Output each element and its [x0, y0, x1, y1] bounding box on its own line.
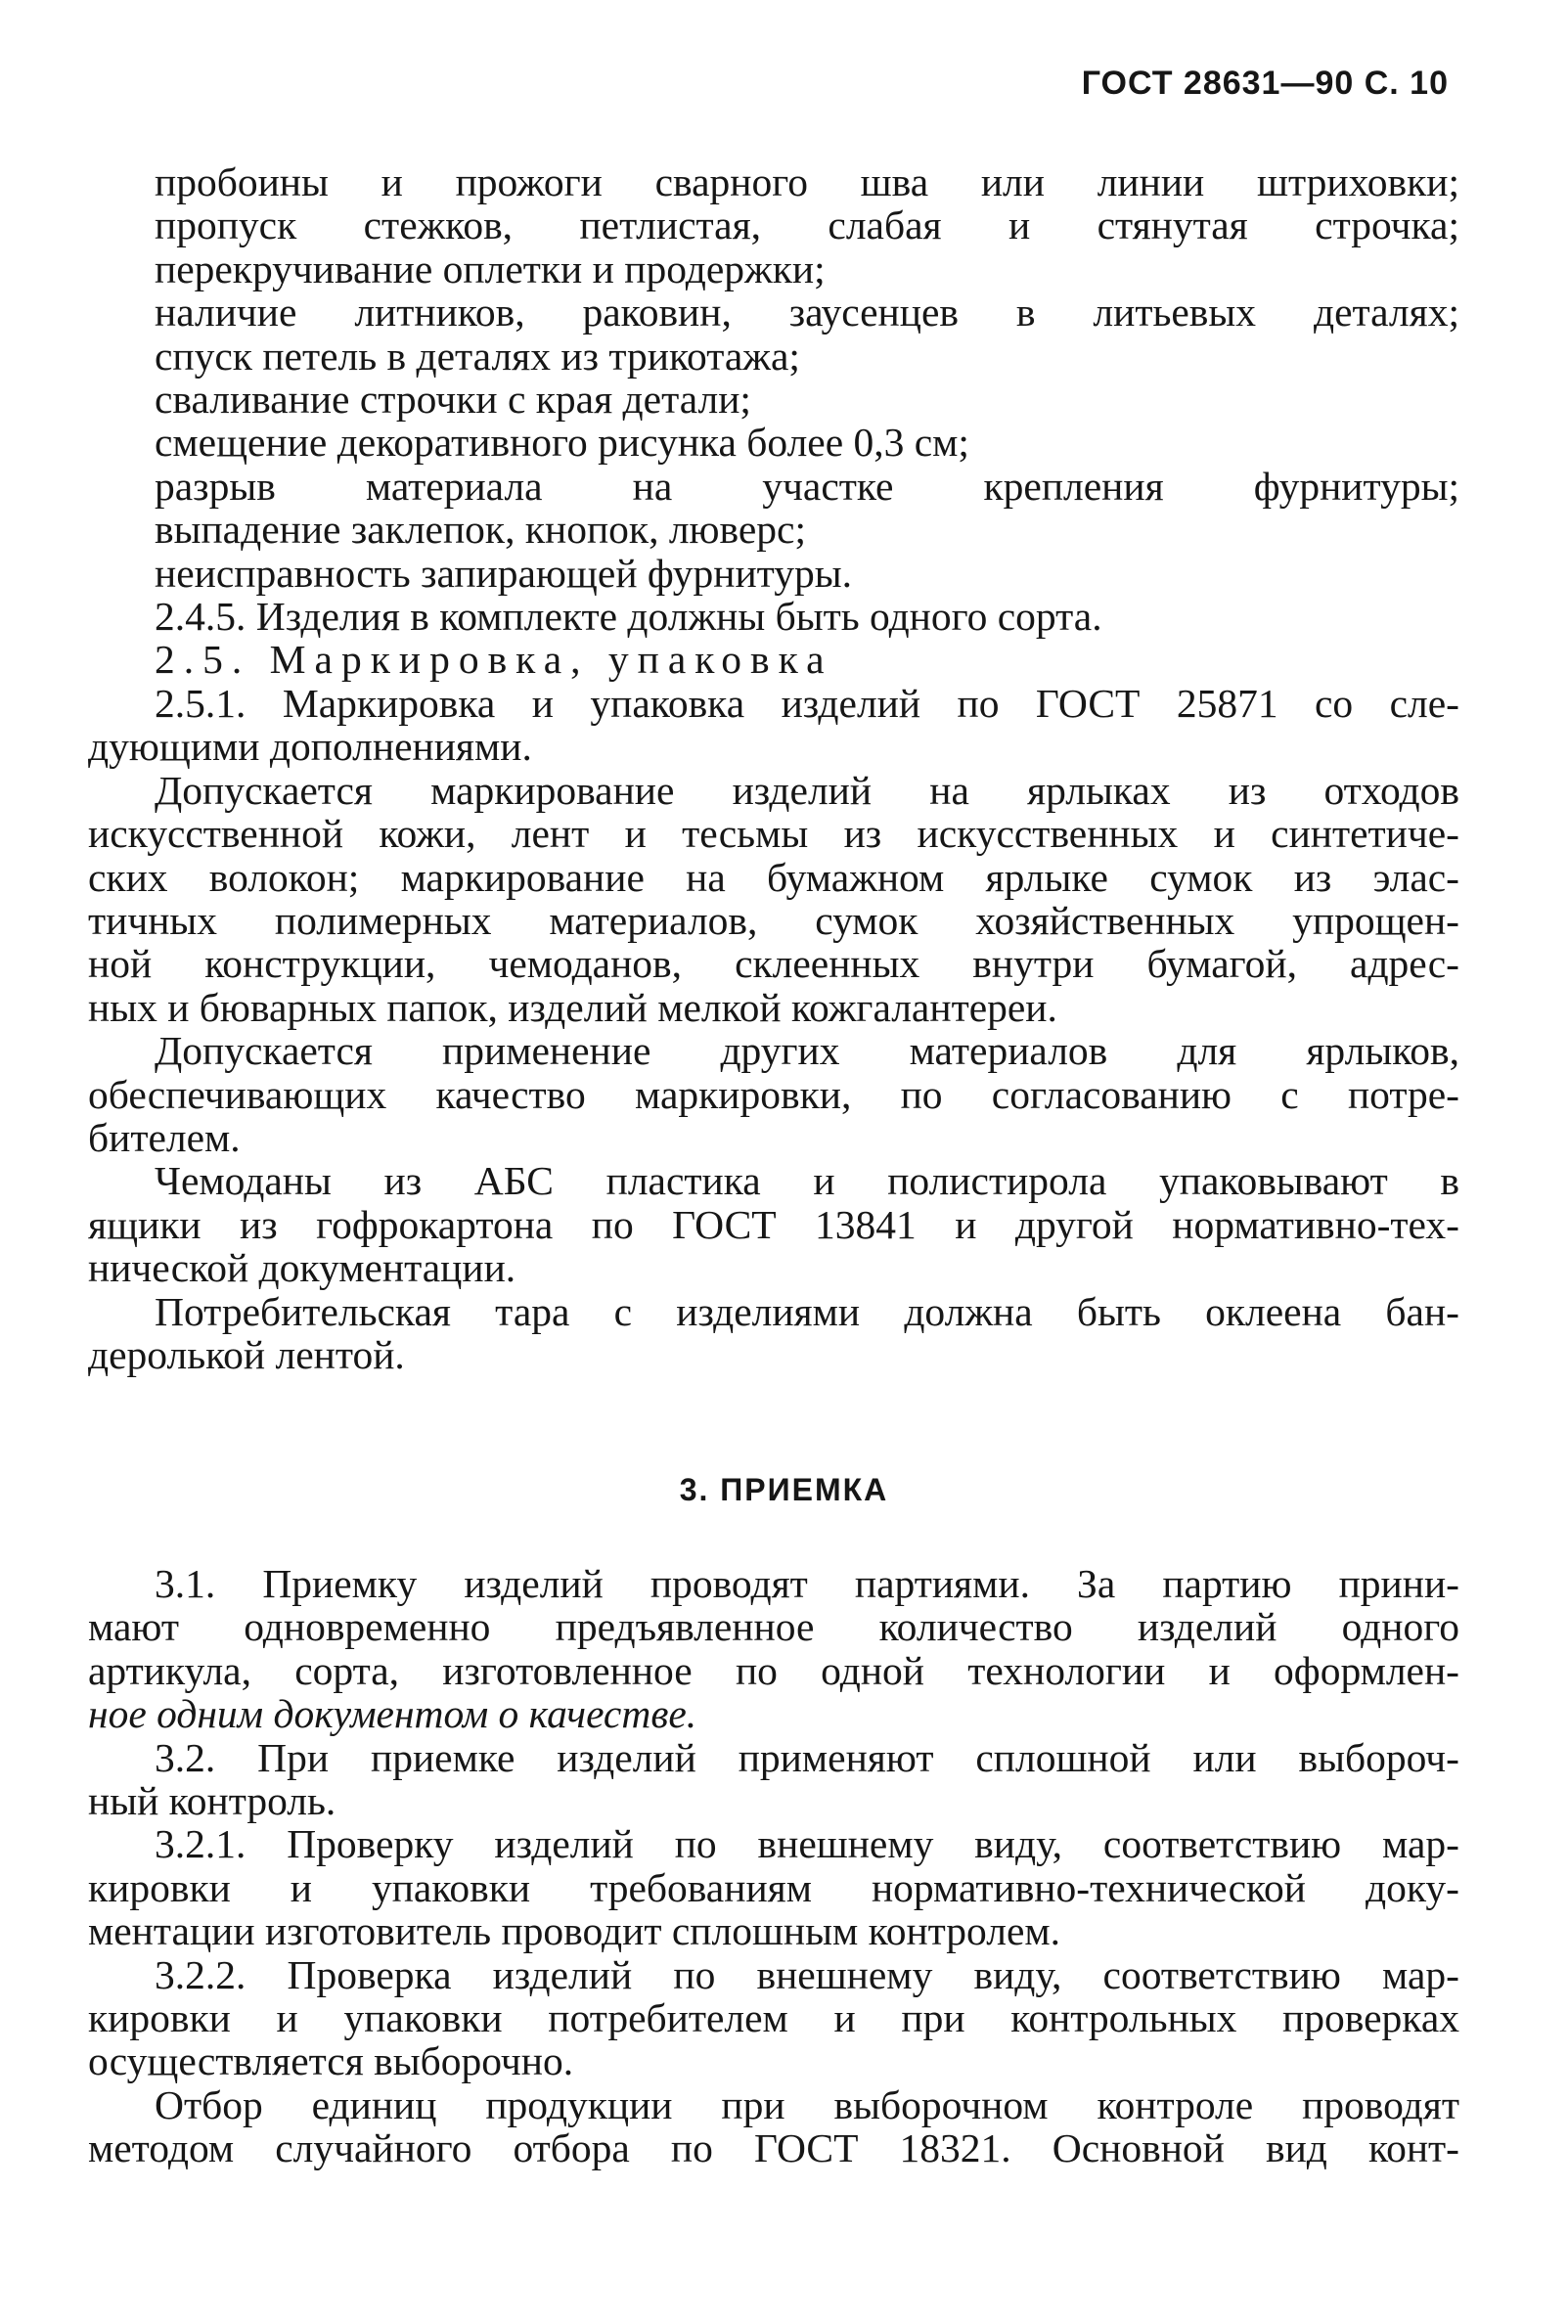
text-line: Допускается применение других материалов для ярлыков, — [155, 1028, 1459, 1074]
text-line: Потребительская тара с изделиями должна быть оклеена бан- — [155, 1288, 1459, 1334]
text-line: разрыв материала на участке крепления фурнитуры; — [155, 463, 1459, 509]
text-line: наличие литников, раковин, заусенцев в литьевых деталях; — [155, 290, 1459, 335]
text-line: ментации изготовитель проводит сплошным контролем. — [88, 1908, 1061, 1954]
clause-3-2: 3.2. При приемке изделий применяют сплошной или выбороч- — [155, 1734, 1459, 1780]
clause-3-2-2: 3.2.2. Проверка изделий по внешнему виду, соответствию мар- — [155, 1951, 1459, 1997]
text-line: пробоины и прожоги сварного шва или линии штриховки; — [155, 159, 1459, 204]
text-line: нической документации. — [88, 1245, 516, 1291]
text-line: неисправность запирающей фурнитуры. — [155, 550, 853, 596]
text-line: ный контроль. — [88, 1778, 336, 1824]
text-line: перекручивание оплетки и продержки; — [155, 246, 826, 291]
text-line: искусственной кожи, лент и тесьмы из искусственных и синтетиче- — [88, 811, 1459, 857]
text-line: ных и бюварных папок, изделий мелкой кожгалантереи. — [88, 984, 1057, 1030]
clause-2-4-5: 2.4.5. Изделия в комплекте должны быть одного сорта. — [155, 594, 1102, 640]
clause-3-2-1: 3.2.1. Проверку изделий по внешнему виду, соответствию мар- — [155, 1821, 1459, 1867]
text-line: кировки и упаковки требованиям нормативно-технической доку- — [88, 1864, 1459, 1910]
text-line: сваливание строчки с края детали; — [155, 377, 751, 423]
text-line: смещение декоративного рисунка более 0,3 см; — [155, 420, 969, 466]
text-line: обеспечивающих качество маркировки, по согласованию с потре- — [88, 1071, 1459, 1117]
text-line: бителем. — [88, 1114, 241, 1160]
text-block-packaging — [88, 160, 1459, 1376]
running-head: ГОСТ 28631—90 С. 10 — [1081, 65, 1449, 102]
section-heading-acceptance: 3. ПРИЕМКА — [679, 1472, 889, 1507]
clause-3-1: 3.1. Приемку изделий проводят партиями. За партию прини- — [155, 1561, 1459, 1606]
text-line: Отбор единиц продукции при выборочном контроле проводят — [155, 2081, 1459, 2127]
text-line: пропуск стежков, петлистая, слабая и стянутая строчка; — [155, 202, 1459, 248]
text-line: кировки и упаковки потребителем и при контрольных проверках — [88, 1995, 1459, 2041]
text-block-acceptance — [88, 1562, 1459, 2170]
text-line: ских волокон; маркирование на бумажном ярлыке сумок из элас- — [88, 854, 1459, 900]
clause-2-5-1: 2.5.1. Маркировка и упаковка изделий по ГОСТ 25871 со сле- — [155, 680, 1459, 726]
text-line: ной конструкции, чемоданов, склеенных внутри бумагой, адрес- — [88, 941, 1459, 987]
text-line: методом случайного отбора по ГОСТ 18321. Основной вид конт- — [88, 2125, 1459, 2171]
text-line: деролькой лентой. — [88, 1331, 405, 1377]
text-line: Чемоданы из АБС пластика и полистирола упаковывают в — [155, 1158, 1459, 1204]
subsection-heading-2-5: 2.5. Маркировка, упаковка — [155, 637, 833, 683]
text-line: осуществляется выборочно. — [88, 2038, 574, 2084]
text-line: тичных полимерных материалов, сумок хозяйственных упрощен- — [88, 897, 1459, 943]
text-line: мают одновременно предъявленное количество изделий одного — [88, 1604, 1459, 1650]
text-line: ящики из гофрокартона по ГОСТ 13841 и другой нормативно-тех- — [88, 1201, 1459, 1247]
text-line: ное одним документом о качестве. — [88, 1691, 697, 1737]
text-line: Допускается маркирование изделий на ярлыках из отходов — [155, 767, 1459, 813]
text-line: выпадение заклепок, кнопок, люверс; — [155, 507, 807, 553]
text-line: артикула, сорта, изготовленное по одной технологии и оформлен- — [88, 1647, 1459, 1693]
text-line: спуск петель в деталях из трикотажа; — [155, 333, 800, 379]
text-line: дующими дополнениями. — [88, 724, 532, 770]
